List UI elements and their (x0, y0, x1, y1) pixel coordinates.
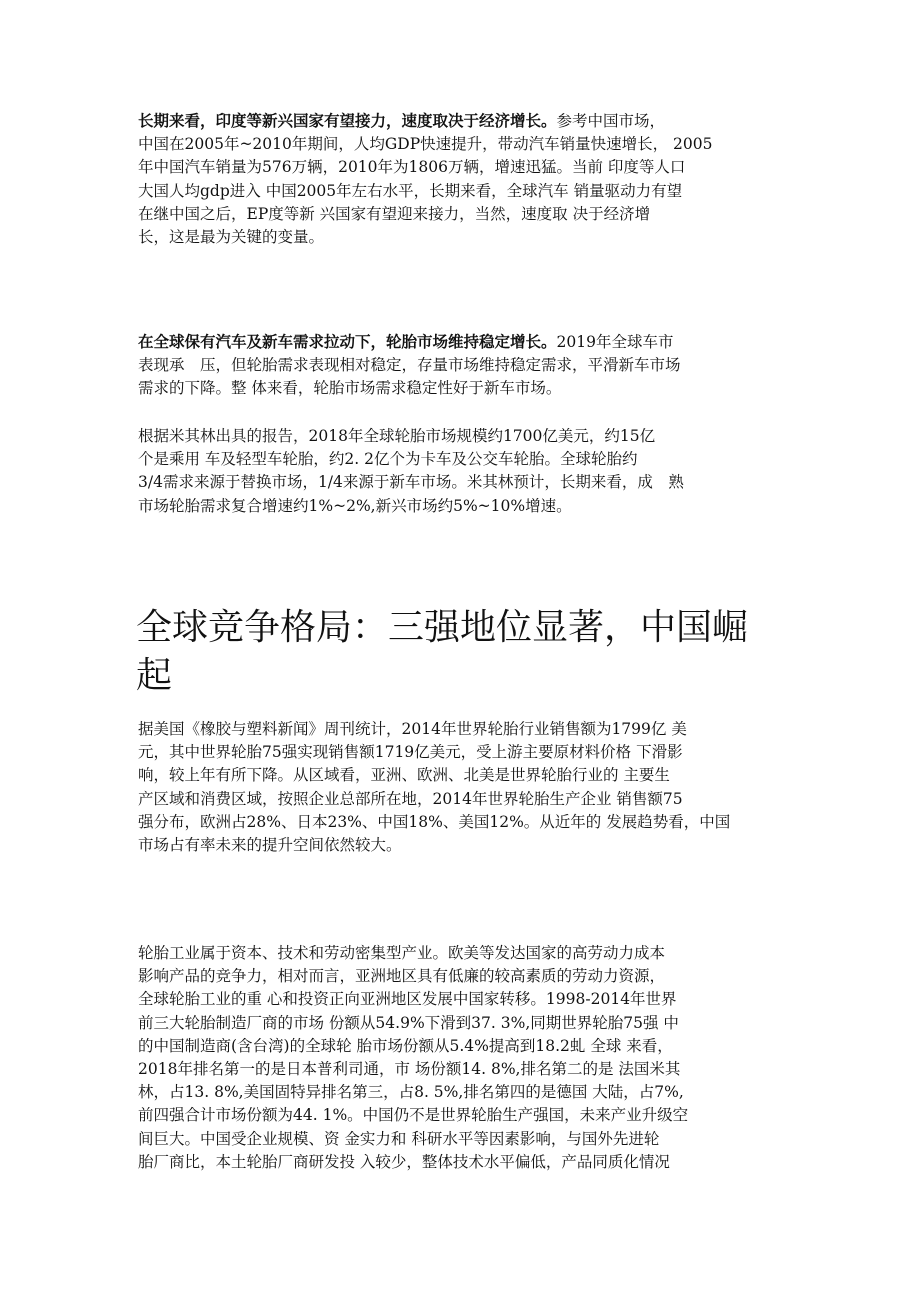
paragraph-line: 中国在2005年~2010年期间，人均GDP快速提升，带动汽车销量快速增长， 2005 (138, 135, 713, 154)
paragraph-line: 市场占有率未来的提升空间依然较大。 (138, 836, 402, 855)
paragraph-line: 的中国制造商(含台湾)的全球轮 胎市场份额从5.4%提高到18.2虬 全球 来看， (138, 1036, 673, 1055)
paragraph-line: 长期来看，印度等新兴国家有望接力，速度取决于经济增长。参考中国市场， (138, 112, 666, 130)
paragraph-line: 2018年排名第一的是日本普利司通，市 场份额14. 8%,排名第二的是 法国米其 (138, 1060, 681, 1079)
paragraph-line: 在继中国之后，EP度等新 兴国家有望迎来接力，当然，速度取 决于经济增 (138, 204, 651, 223)
paragraph-line: 产区域和消费区域，按照企业总部所在地，2014年世界轮胎生产企业 销售额75 (138, 789, 683, 808)
paragraph-line: 表现承 压，但轮胎需求表现相对稳定，存量市场维持稳定需求，平滑新车市场 (138, 356, 681, 375)
paragraph-rubber-plastics-news (138, 718, 790, 857)
paragraph-line: 强分布，欧洲占28%、日本23%、中国18%、美国12%。从近年的 发展趋势看，中国 (138, 812, 731, 831)
paragraph-line: 前三大轮胎制造厂商的市场 份额从54.9%下滑到37. 3%,同期世界轮胎75强 中 (138, 1013, 679, 1032)
paragraph-line: 胎厂商比，本土轮胎厂商研发投 入较少，整体技术水平偏低，产品同质化情况 (138, 1152, 670, 1171)
paragraph-tire-market-growth (138, 331, 790, 401)
paragraph-line: 林，占13. 8%,美国固特异排名第三，占8. 5%,排名第四的是德国 大陆，占7%, (138, 1083, 684, 1102)
paragraph-line: 间巨大。中国受企业规模、资 金实力和 科研水平等因素影响，与国外先进轮 (138, 1129, 660, 1148)
paragraph-india-emerging-markets (138, 110, 790, 249)
heading-line: 起 (136, 655, 173, 696)
paragraph-line: 全球轮胎工业的重 心和投资正向亚洲地区发展中国家转移。1998-2014年世界 (138, 990, 677, 1009)
heading-line: 全球竞争格局：三强地位显著，中国崛 (136, 607, 749, 648)
paragraph-line: 需求的下降。整 体来看，轮胎市场需求稳定性好于新车市场。 (138, 379, 562, 398)
paragraph-line: 据美国《橡胶与塑料新闻》周刊统计，2014年世界轮胎行业销售额为1799亿 美 (138, 720, 687, 738)
paragraph-line: 元，其中世界轮胎75强实现销售额1719亿美元，受上游主要原材料价格 下滑影 (138, 743, 683, 762)
section-heading (136, 604, 796, 700)
paragraph-lead: 在全球保有汽车及新车需求拉动下，轮胎市场维持稳定增长。 (138, 333, 557, 351)
paragraph-line: 个是乘用 车及轻型车轮胎，约2. 2亿个为卡车及公交车轮胎。全球轮胎约 (138, 450, 638, 469)
paragraph-line: 根据米其林出具的报告，2018年全球轮胎市场规模约1700亿美元，约15亿 (138, 427, 656, 445)
paragraph-line: 大国人均gdp进入 中国2005年左右水平，长期来看，全球汽车 销量驱动力有望 (138, 181, 683, 200)
paragraph-line: 在全球保有汽车及新车需求拉动下，轮胎市场维持稳定增长。2019年全球车市 (138, 333, 674, 351)
paragraph-line: 前四强合计市场份额为44. 1%。中国仍不是世界轮胎生产强国，未来产业升级空 (138, 1106, 689, 1125)
paragraph-line: 年中国汽车销量为576万辆，2010年为1806万辆，增速迅猛。当前 印度等人口 (138, 158, 686, 177)
paragraph-line: 响，较上年有所下降。从区域看，亚洲、欧洲、北美是世界轮胎行业的 主要生 (138, 766, 670, 785)
paragraph-line: 市场轮胎需求复合增速约1%~2%,新兴市场约5%~10%增速。 (138, 496, 572, 515)
paragraph-michelin-report (138, 425, 790, 518)
paragraph-industry-shift (138, 942, 790, 1174)
paragraph-lead: 长期来看，印度等新兴国家有望接力，速度取决于经济增长。 (138, 112, 557, 130)
paragraph-line: 影响产品的竞争力，相对而言，亚洲地区具有低廉的较高素质的劳动力资源， (138, 967, 666, 986)
paragraph-line: 长，这是最为关键的变量。 (138, 228, 325, 247)
paragraph-line: 轮胎工业属于资本、技术和劳动密集型产业。欧美等发达国家的高劳动力成本 (138, 944, 666, 962)
paragraph-line: 3/4需求来源于替换市场，1/4来源于新车市场。米其林预计，长期来看，成 熟 (138, 473, 684, 492)
